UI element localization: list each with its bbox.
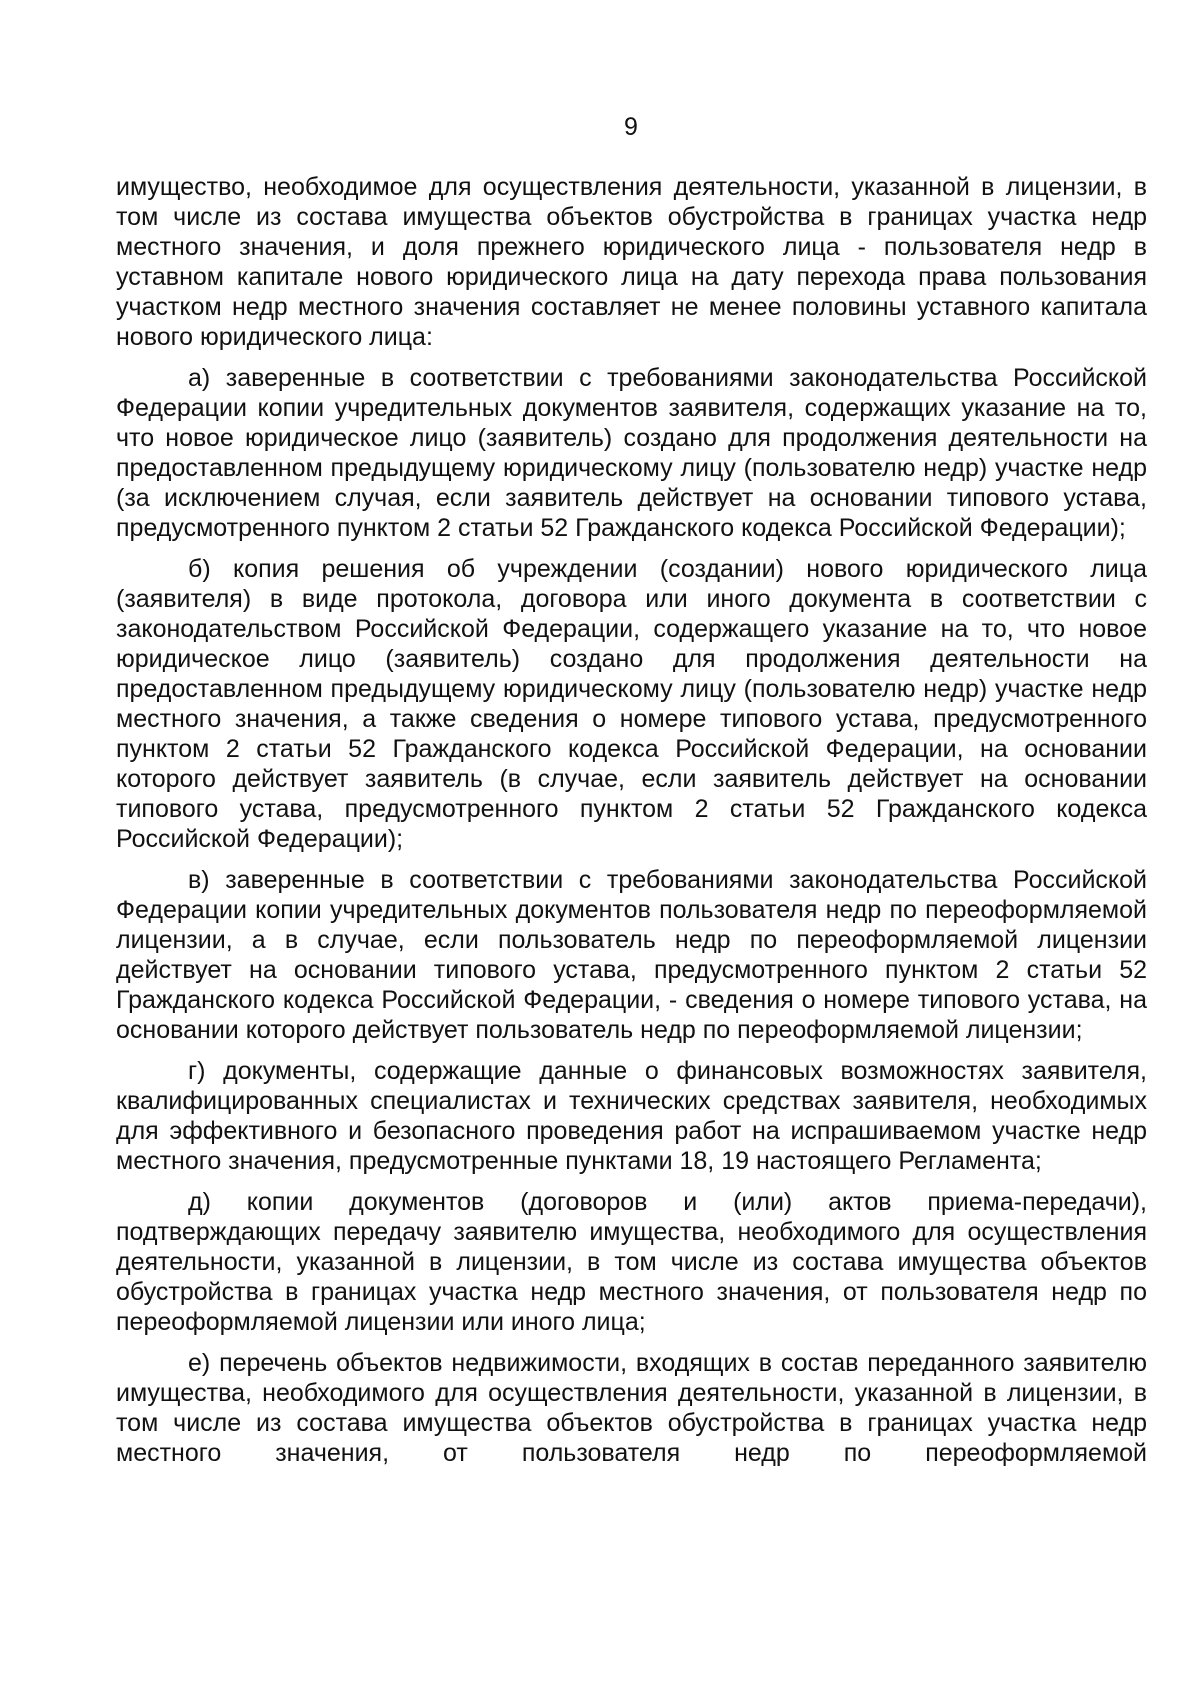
- paragraph-item-g: г) документы, содержащие данные о финансовых возможностях заявителя, квалифицированных специалистах и технических средствах заявителя, необходимых для эффективного и безопасного проведения работ на испрашиваемом участке недр местного значения, предусмотренные пунктами 18, 19 настоящего Регламента;: [116, 1057, 1147, 1175]
- paragraph-item-v: в) заверенные в соответствии с требованиями законодательства Российской Федерации копии учредительных документов пользователя недр по переоформляемой лицензии, а в случае, если пользователь недр по переоформляемой лицензии действует на основании типового устава, предусмотренного пунктом 2 статьи 52 Гражданского кодекса Российской Федерации, - сведения о номере типового устава, на основании которого действует пользователь недр по переоформляемой лицензии;: [116, 866, 1147, 1044]
- page-number: 9: [624, 113, 638, 141]
- paragraph-item-e: е) перечень объектов недвижимости, входящих в состав переданного заявителю имущества, необходимого для осуществления деятельности, указанной в лицензии, в том числе из состава имущества объектов обустройства в границах участка недр местного значения, от пользователя недр по переоформляемой: [116, 1349, 1147, 1467]
- paragraph-item-b: б) копия решения об учреждении (создании) нового юридического лица (заявителя) в виде протокола, договора или иного документа в соответствии с законодательством Российской Федерации, содержащего указание на то, что новое юридическое лицо (заявитель) создано для продолжения деятельности на предоставленном предыдущему юридическому лицу (пользователю недр) участке недр местного значения, а также сведения о номере типового устава, предусмотренного пунктом 2 статьи 52 Гражданского кодекса Российской Федерации, на основании которого действует заявитель (в случае, если заявитель действует на основании типового устава, предусмотренного пунктом 2 статьи 52 Гражданского кодекса Российской Федерации);: [116, 555, 1147, 853]
- document-body: [116, 172, 1147, 1479]
- paragraph-item-a: а) заверенные в соответствии с требованиями законодательства Российской Федерации копии учредительных документов заявителя, содержащих указание на то, что новое юридическое лицо (заявитель) создано для продолжения деятельности на предоставленном предыдущему юридическому лицу (пользователю недр) участке недр (за исключением случая, если заявитель действует на основании типового устава, предусмотренного пунктом 2 статьи 52 Гражданского кодекса Российской Федерации);: [116, 364, 1147, 542]
- paragraph-intro: имущество, необходимое для осуществления деятельности, указанной в лицензии, в том числе из состава имущества объектов обустройства в границах участка недр местного значения, и доля прежнего юридического лица - пользователя недр в уставном капитале нового юридического лица на дату перехода права пользования участком недр местного значения составляет не менее половины уставного капитала нового юридического лица:: [116, 173, 1147, 351]
- paragraph-item-d: д) копии документов (договоров и (или) актов приема-передачи), подтверждающих передачу заявителю имущества, необходимого для осуществления деятельности, указанной в лицензии, в том числе из состава имущества объектов обустройства в границах участка недр местного значения, от пользователя недр по переоформляемой лицензии или иного лица;: [116, 1188, 1147, 1336]
